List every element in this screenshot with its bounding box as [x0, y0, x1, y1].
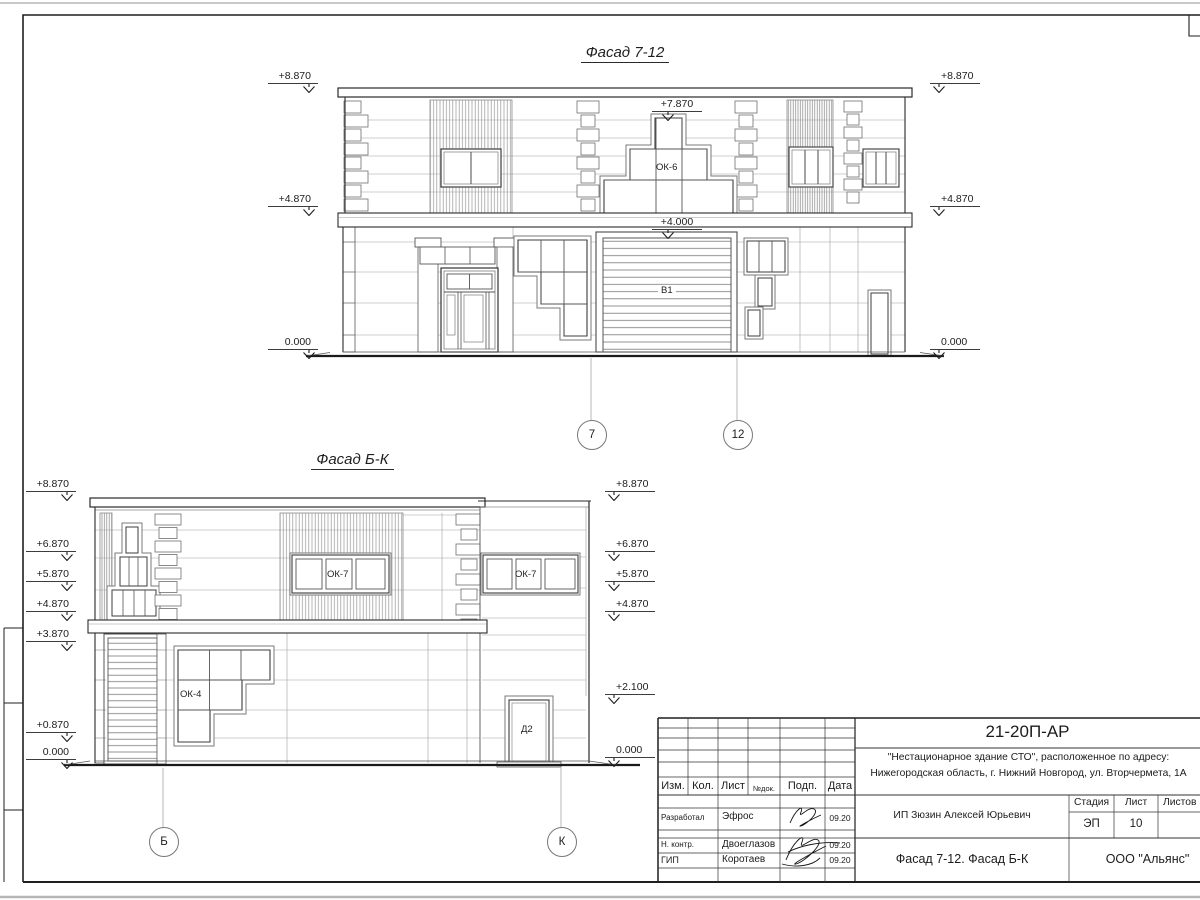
titleblock-project-line2: Нижегородская область, г. Нижний Новгород, ул. Вторчермета, 1А — [870, 768, 1187, 779]
level-mark: +5.870 — [26, 568, 76, 582]
level-mark: +8.870 — [26, 478, 76, 492]
axis-bubble-7: 7 — [577, 420, 607, 450]
level-mark: +3.870 — [26, 628, 76, 642]
level-mark: +5.870 — [605, 568, 655, 582]
axis-bubble-k: К — [547, 827, 577, 857]
titleblock-col-podp: Подп. — [787, 780, 818, 792]
level-mark: 0.000 — [268, 336, 318, 350]
level-mark: 0.000 — [26, 746, 76, 760]
titleblock-col-ndok: №док. — [753, 784, 775, 793]
facade-7-12-title: Фасад 7-12 — [555, 44, 695, 63]
level-mark: +8.870 — [605, 478, 655, 492]
window-label-ok7-right: ОК-7 — [515, 569, 537, 580]
facade-b-k-linework — [64, 498, 640, 827]
titleblock-role-gip: ГИП — [661, 855, 679, 865]
level-mark: 0.000 — [605, 744, 655, 758]
titleblock-sheets-label: Листов — [1163, 797, 1197, 808]
level-mark: +6.870 — [605, 538, 655, 552]
titleblock-name-developer: Эфрос — [722, 811, 754, 822]
facade-7-12-linework — [306, 88, 944, 420]
titleblock-sheet-title: Фасад 7-12. Фасад Б-К — [895, 852, 1029, 866]
titleblock-doc-code: 21-20П-АР — [985, 722, 1070, 741]
titleblock-sheet-number: 10 — [1129, 818, 1143, 830]
titleblock-date-ncontrol: 09.20 — [829, 840, 851, 850]
axis-bubble-12: 12 — [723, 420, 753, 450]
gate-label-v1: В1 — [658, 285, 676, 296]
axis-bubble-b: Б — [149, 827, 179, 857]
level-mark: 0.000 — [930, 336, 980, 350]
titleblock-col-data: Дата — [827, 780, 853, 792]
level-mark: +8.870 — [268, 70, 318, 84]
titleblock-project-line1: "Нестационарное здание СТО", расположенное по адресу: — [887, 752, 1170, 763]
titleblock-sheet-label: Лист — [1124, 797, 1148, 808]
window-label-ok4: ОК-4 — [180, 689, 202, 700]
level-mark: +0.870 — [26, 719, 76, 733]
window-label-ok6: ОК-6 — [656, 162, 678, 173]
level-mark: +4.000 — [652, 216, 702, 230]
level-mark: +4.870 — [26, 598, 76, 612]
titleblock-role-ncontrol: Н. контр. — [661, 840, 695, 849]
facade-b-k-title: Фасад Б-К — [285, 451, 420, 470]
level-mark: +2.100 — [605, 681, 655, 695]
level-mark: +4.870 — [268, 193, 318, 207]
door-label-d2: Д2 — [521, 724, 533, 735]
titleblock-date-gip: 09.20 — [829, 855, 851, 865]
titleblock-col-kol: Кол. — [692, 780, 714, 792]
level-mark: +4.870 — [605, 598, 655, 612]
titleblock-date-developer: 09.20 — [829, 813, 851, 823]
window-label-ok7-left: ОК-7 — [327, 569, 349, 580]
titleblock-company: ООО "Альянс" — [1105, 852, 1190, 866]
titleblock-stage-label: Стадия — [1073, 797, 1110, 808]
titleblock-name-gip: Коротаев — [722, 854, 766, 865]
level-mark: +6.870 — [26, 538, 76, 552]
level-mark: +7.870 — [652, 98, 702, 112]
titleblock-client: ИП Зюзин Алексей Юрьевич — [893, 810, 1031, 821]
level-mark: +8.870 — [930, 70, 980, 84]
titleblock-name-ncontrol: Двоеглазов — [722, 839, 776, 850]
titleblock-col-list: Лист — [721, 780, 745, 792]
titleblock-role-developer: Разработал — [661, 813, 705, 822]
level-mark: +4.870 — [930, 193, 980, 207]
titleblock-col-izm: Изм. — [661, 780, 685, 792]
titleblock-stage-value: ЭП — [1083, 818, 1100, 830]
